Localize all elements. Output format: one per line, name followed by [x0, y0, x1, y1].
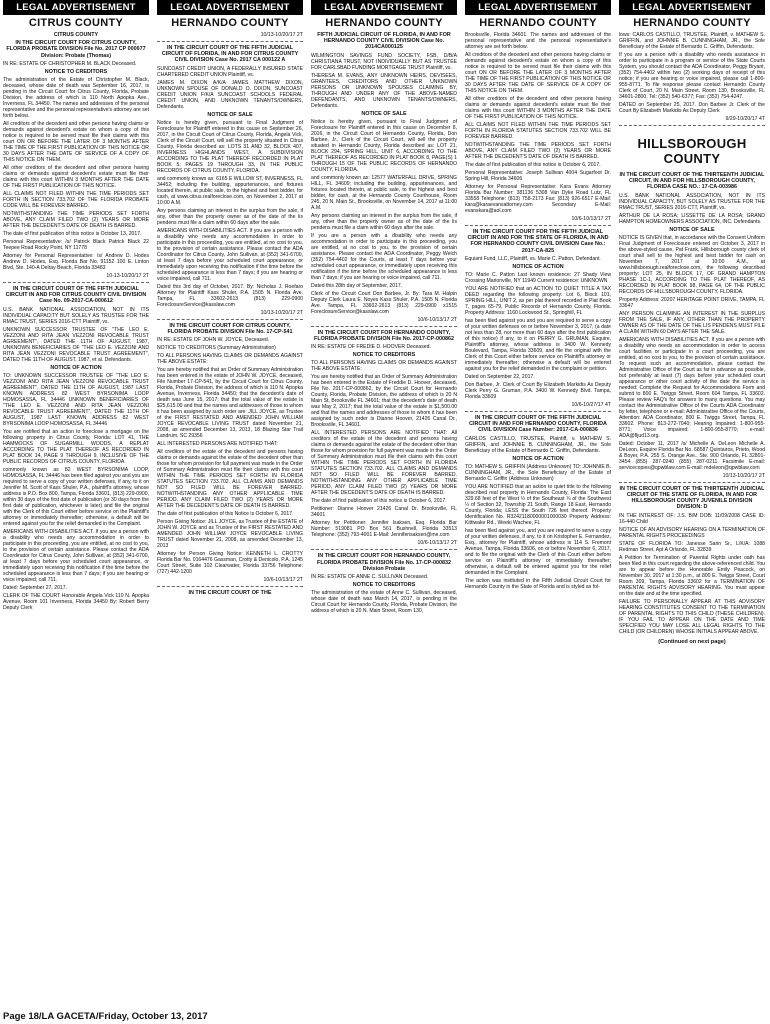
- notice-paragraph: Any persons claiming an interest in the surplus from the sale, if any, other than the property owner as of the date of the lis pendens must file a claim within 60 days after the sale.: [311, 212, 457, 231]
- notice-paragraph: You are hereby notified that an Order of Summary Administration has been entered in the Estate of Freddie D. Hoover, deceased, File No. 2017-CP-000862, by the Circuit Court for Hernando County, Florida, Probate Division, the address of which is 20 N Main St, Brooksville FL 34601; that the decedent's date of death was May 2, 2017; that the total value of the estate is $1,500.00 and that the names and addresses of those to whom it has been assigned by such order is Dianne Hoover, 21426 Canal Dr., Brooksville, FL 34601.: [311, 374, 457, 429]
- divider: [157, 586, 303, 587]
- continued-note: (Continued on next page): [658, 638, 726, 645]
- notice-paragraph: Attorney for Person Giving Notice: KENNETH L. CROTTY Florida Bar No. 0164476 Gassman, Crotty & Denicolo, P.A. 1245 Court Street, Suite 102 Clearwater, Florida 33756 Telephone: (727) 442-1200: [157, 551, 303, 576]
- column-body: [3, 17, 149, 611]
- notice-heading: CITRUS COUNTY: [53, 32, 99, 38]
- notice-paragraph: Clerk of the Circuit Court Don Barbee, Jr. By: Tara M. Halpin Deputy Clerk Laura E. Noyes Kass Shuler, P.A. 1505 N. Florida Ave. Tampa, FL 33602-2613 (813) 229-0900 x1515 ForeclosureService@kasslaw.com: [311, 290, 457, 315]
- notice-paragraph: and commonly known as: 6165 E WILLOW ST, INVERNESS, FL 34452; including the building, appurtenances, and fixtures located therein, at public sale, to the highest and best bidder, for cash, at www.citrus.realforeclose.com, on November 2, 2017 at 10:00 A.M.: [157, 175, 303, 206]
- notice-paragraph: commonly known as 82 WEST BYRSONIMA LOOP, HOMOSASSA, FL 34446 has been filed against you and you are required to serve a copy of your written defenses, if any, to it on Jennifer M. Scott of Kass Shuler, P.A., plaintiff's attorney, whose address is P.O. Box 800, Tampa, Florida 33601, (813) 229-0900, within 30 days of the first date of publication (or 30 days from the first date of publication, whichever is later) and file the original with the Clerk of this Court either before service on the Plaintiff's attorney or immediately thereafter; otherwise, a default will be entered against you for the relief demanded in the Complaint.: [3, 466, 149, 527]
- divider: [619, 482, 765, 483]
- notice-paragraph: The date of first publication of this notice is October 6, 2017.: [465, 162, 601, 168]
- notice-paragraph: Personal Representative: /s/ Patrick Black Patrick Black 22 Teepee Road Rocky Point, NY 11778: [3, 239, 149, 252]
- notice-heading: NOTICE OF SALE: [207, 111, 253, 118]
- notice-paragraph: ALL INTERESTED PERSONS ARE NOTIFIED THAT: All creditors of the estate of the decedent and persons having claims or demands against the estate of the decedent other than those for whom provision for full payment was made in the Order of Summary Administration must file their claims with this court WITHIN THE TIME PERIODS SET FORTH IN FLORIDA STATUTES SECTION 733.702. ALL CLAIMS AND DEMANDS NOT SO FILED WILL BE FOREVER BARRED. NOTWITHSTANDING ANY OTHER APPLICABLE TIME PERIOD, ANY CLAIM FILED TWO (2) YEARS OR MORE AFTER THE DECEDENT'S DATE OF DEATH IS BARRED.: [311, 430, 457, 497]
- notice-paragraph: IN THE INTEREST OF: J.S. B/M DOB: 11/09/2008 CASE ID: 16-440 Child: [619, 512, 765, 525]
- notice-heading: IN THE CIRCUIT COURT OF THE: [188, 590, 272, 597]
- notice-paragraph: Dated: October 11, 2017 /s/ Michelle A. DeLeon Michelle A. DeLeon, Esquire Florida Bar No. 68587 Quintairos, Prieto, Wood & Boyer, P.A. 255 S. Orange Ave., Ste. 900 Orlando, FL 32801-3454 (855) 287-0240 (855) 287-0211 Facsimile E-mail: servicecopies@qpwblaw.com E-mail: mdeleon@qpwblaw.com: [619, 440, 765, 471]
- legal-advertisement-header: LEGAL ADVERTISEMENT: [311, 0, 457, 15]
- notice-paragraph: NOTWITHSTANDING THE TIME PERIODS SET FORTH ABOVE, ANY CLAIM FILED TWO (2) YEARS OR MORE AFTER THE DECEDENT'S DATE OF DEATH IS BARRED.: [3, 211, 149, 230]
- divider: [157, 319, 303, 320]
- notice-paragraph: Dated on September 22, 2017.: [465, 374, 535, 381]
- publication-run: 10/13-10/20/17 2T: [722, 472, 765, 479]
- notice-paragraph: AMERICANS WITH DISABILITIES ACT. If you are a person with a disability who needs any accommodation in order to participate in this proceeding, you are entitled, at no cost to you, to the provision of certain assistance. Please contact the ADA Coordinator for Citrus County, John Sullivan, at (352) 341-6700, at least 7 days before your scheduled court appearance, or immediately upon receiving this notification if the time before the scheduled appearance is less than 7 days; if you are hearing or voice impaired, call 711.: [157, 227, 303, 282]
- notice-paragraph: NOTICE OF AN ADVISORY HEARING ON A TERMINATION OF PARENTAL RIGHTS PROCEEDINGS: [619, 526, 765, 539]
- court-caption: IN THE CIRCUIT COURT FOR CITRUS COUNTY, FLORIDA PROBATE DIVISION File No. 17-CP-541: [167, 322, 293, 336]
- notice-paragraph: ALL CLAIMS NOT FILED WITHIN THE TIME PERIODS SET FORTH IN FLORIDA STATUTES SECTION 733.702 WILL BE FOREVER BARRED.: [465, 122, 611, 140]
- notice-paragraph: YOU ARE NOTIFIED that an action to quiet title to the following described real property in Hernando County, Florida: The East 329.68 feet of the West ½ of the Southeast ¼ of the Southwest ¼ of Section 32, Township 21 South, Range 18 East, Hernando County, Florida; LESS the South 726 feet thereof. Property Identification No. R32421180000001000030 Property Address: Kittiwake Rd., Weeki Wachee, FL: [465, 483, 611, 526]
- publication-run: 10-13-10/20/17 2T: [106, 273, 149, 280]
- county-heading: HERNANDO COUNTY: [171, 17, 289, 29]
- court-caption: IN THE CIRCUIT COURT OF THE THIRTEENTH JUDICIAL CIRCUIT OF THE STATE OF FLORIDA, IN AND FOR HILLSBOROUGH COUNTY JUVENILE DIVISION DIVISION: D: [619, 485, 765, 511]
- notice-paragraph: You are notified that an action to foreclose a mortgage on the following property in Citrus County, Florida: LOT 41, THE HAMMOCKS OF SUGARMILL WOODS, A REPLAT ACCORDING TO THE PLAT THEREOF AS RECORDED IN PLAT BOOK 14, PAGE 9 THROUGH 9, INCLUSIVE OF THE PUBLIC RECORDS OF CITRUS COUNTY, FLORIDA.: [3, 428, 149, 465]
- publication-run: 10/6-10/13/17 2T: [417, 540, 457, 547]
- legal-advertisement-header: LEGAL ADVERTISEMENT: [157, 0, 303, 15]
- notice-paragraph: All creditors of the decedent and other persons having claims or demands against decedent's estate on whom a copy of this notice is required to be served must file their claims with this court ON OR BEFORE THE LATER OF 3 MONTHS AFTER THE TIME OF THE FIRST PUBLICATION OF THIS NOTICE OR 30 DAYS AFTER THE DATE OF SERVICE OF A COPY OF THIS NOTICE ON THEM.: [465, 52, 611, 94]
- column-3: [311, 0, 457, 1010]
- notice-heading: NOTICE OF ACTION: [512, 263, 564, 270]
- divider: [465, 411, 611, 412]
- notice-paragraph: TO: UNKNOWN SUCCESSOR TRUSTEE OF "THE LEO E. VEZZONI AND RITA JEAN VEZZONI REVOCABLE TRUST AGREEMENT", DATED THE 11TH OF AUGUST, 1987 LAST KNOWN ADDRESS 82 WEST BYRSONIMA LOOP HOMOSASSA, FL 34446 UNKNOWN BENEFICIARIES OF "THE LEO E. VEZZONI AND RITA JEAN VEZZONI REVOCABLE TRUST AGREEMENT", DATED THE 11TH OF AUGUST, 1987 LAST KNOWN ADDRESS 82 WEST BYRSONIMA LOOP HOMOSASSA, FL 34446: [3, 372, 149, 427]
- notice-paragraph: Attorney for Personal Representative: Kara Evans Attorney Florida Bar Number: 381136 5308 Van Dyke Road Lutz, FL 33558 Telephone: (813) 758-2173 Fax: (813) 926-6517 E-Mail: kara@karaevansattorney.com Secondary E-Mail: evanskara@aol.com: [465, 184, 611, 214]
- divider: [619, 125, 765, 126]
- notice-paragraph: IN RE: ESTATE OF JOHN W. JOYCE, Deceased.: [157, 337, 270, 344]
- notice-paragraph: All other creditors of the decedent and other persons having claims or demands against decedent's estate must file their claims with this court WITHIN 3 MONTHS AFTER THE DATE OF THE FIRST PUBLICATION OF THIS NOTICE.: [3, 165, 149, 190]
- publication-run: 10/6-10/13/17 2T: [263, 577, 303, 584]
- notice-paragraph: IN RE: ESTATE OF ANNE C. SULLIVAN Deceased.: [311, 574, 429, 581]
- divider: [465, 225, 611, 226]
- notice-paragraph: Dated: September 27, 2017.: [3, 584, 67, 591]
- notice-heading: NOTICE OF SALE: [361, 110, 407, 117]
- county-heading: HILLSBOROUGH COUNTY: [637, 136, 747, 166]
- notice-paragraph: Equiant Fund, LLC, Plaintiff, vs. Marie C. Patton, Defendant.: [465, 255, 601, 262]
- notice-paragraph: U.S. BANK NATIONAL ASSOCIATION, NOT IN ITS INDIVIDUAL CAPACITY BUT SOLELY AS TRUSTEE FOR THE RMAC TRUST, SERIES 2016-CTT Plaintiff, vs.: [3, 306, 149, 325]
- notice-paragraph: All creditors of the estate of the decedent and persons having claims or demands against the estate of the decedent other than those for whom provision for full payment was made in the Order of Summary Administration must file their claims with this court WITHIN THE TIME PERIODS SET FORTH IN FLORIDA STATUTES SECTION 733.702. ALL CLAIMS AND DEMANDS NOT SO FILED WILL BE FOREVER BARRED. NOTWITHSTANDING ANY OTHER APPLICABLE TIME PERIOD, ANY CLAIM FILED TWO (2) YEARS OR MORE AFTER THE DECEDENT'S DATE OF DEATH IS BARRED.: [157, 449, 303, 510]
- notice-heading: NOTICE TO CREDITORS: [352, 582, 416, 589]
- notice-paragraph: TO ALL PERSONS HAVING CLAIMS OR DEMANDS AGAINST THE ABOVE ESTATE:: [311, 360, 457, 373]
- notice-paragraph: ALL INTERESTED PERSONS ARE NOTIFIED THAT:: [157, 441, 278, 448]
- notice-paragraph: and commonly known as: 12577 WATERFALL DRIVE, SPRING HILL, FL 34609; including the building, appurtenances, and fixtures located therein, at public sale, to the highest and best bidder, for cash, at the Hernando County Courthouse, Room 245, 20 N. Main St., Brooksville, on November 14, 2017 at 11:00 A.M.: [311, 174, 457, 211]
- notice-paragraph: NOTWITHSTANDING THE TIME PERIODS SET FORTH ABOVE, ANY CLAIM FILED TWO (2) YEARS OR MORE AFTER THE DECEDENT'S DATE OF DEATH IS BARRED.: [465, 142, 611, 160]
- notice-paragraph: has been filed against you and you are required to serve a copy of your written defenses on or before November 3, 2017, (a date not less than 28, nor more than 60 days after the first publication of this notice) if any, to it on PERRY G. GRUMAN, Esquire, Plaintiff's attorney, whose address is 3400 W. Kennedy Boulevard, Tampa, Florida 33609, and file the original with the Clerk of this Court either before service on Plaintiff's attorney or immediately thereafter; otherwise a default will be entered against you for the relief demanded in the complaint or petition.: [465, 318, 611, 373]
- notice-heading: NOTICE TO CREDITORS: [44, 68, 108, 75]
- publication-run: 10/13-10/20/17 2T: [260, 309, 303, 316]
- notice-paragraph: All other creditors of the decedent and other persons having claims or demands against decedent's estate must file their claims with this court WITHIN 3 MONTHS AFTER THE DATE OF THE FIRST PUBLICATION OF THIS NOTICE.: [465, 96, 611, 120]
- court-caption: IN THE CIRCUIT COURT FOR HERNANDO COUNTY, FLORIDA PROBATE DIVISION File No. 2017-CP-000862: [314, 329, 454, 343]
- notice-paragraph: Don Barbee, Jr. Clerk of Court By Elizabeth Markidis As Deputy Clerk Perry G. Gruman, P.A. 3400 W. Kennedy Blvd. Tampa, Florida 33609: [465, 382, 611, 401]
- divider: [157, 41, 303, 42]
- notice-paragraph: NOTICE IS GIVEN that, in accordance with the Consent Uniform Final Judgment of Foreclosure entered on October 3, 2017 in the above-styled cause, Pat Frank, Hillsborough county clerk of court shall sell to the highest and best bidder for cash on November 7, 2017 at 10:00 A.M., at www.hillsborough.realforeclose.com, the following described property: LOT 25, IN BLOCK 17, OF GRAND HAMPTON PHASE 1C-1, ACCORDING TO THE PLAT THEREOF, AS RECORDED IN PLAT BOOK 98, PAGE 64, OF THE PUBLIC RECORDS OF HILLSBOROUGH COUNTY, FLORIDA.: [619, 234, 765, 295]
- publication-run: 10/13-10/20/17 2T: [260, 32, 303, 38]
- page-footer: Page 18/LA GACETA/Friday, October 13, 2017: [3, 1011, 208, 1022]
- notice-paragraph: A Petition for Termination of Parental Rights under oath has been filed in this court regarding the above-referenced child. You are to appear before the Honorable Emily Peacock, on November 30, 2017 at 1:30 p.m., at 800 E. Twiggs Street, Court Room 309, Tampa, Florida 33602 for a TERMINATION OF PARENTAL RIGHTS ADVISORY HEARING. You must appear on the date and at the time specified.: [619, 554, 765, 597]
- column-4: [465, 0, 611, 1010]
- notice-paragraph: Property Address: 20207 HERITAGE POINT DRIVE, TAMPA, FL 33647: [619, 296, 765, 309]
- notice-paragraph: If you are a person with a disability who needs any accommodation in order to participate in this proceeding, you are entitled, at no cost to you, to the provision of certain assistance. Please contact the ADA Coordinator, Peggy Welch (352) 754-4402 for the Courts, at least 7 days before your scheduled court appearance, or immediately upon receiving this notification if the time before the scheduled appearance is less than 7 days; if you are hearing or voice impaired, call 711.: [311, 232, 457, 281]
- court-caption: IN THE CIRCUIT COURT OF THE FIFTH JUDICIAL CIRCUIT IN AND FOR CITRUS COUNTY CIVIL DIVISION Case No. 09-2017-CA-000612: [5, 286, 147, 305]
- notice-paragraph: Any persons claiming an interest in the surplus from the sale, if any, other than the property owner as of the date of the lis pendens must file a claim within 60 days after the sale.: [157, 207, 303, 226]
- legal-advertisement-header: LEGAL ADVERTISEMENT: [465, 0, 611, 15]
- county-heading: CITRUS COUNTY: [28, 17, 124, 29]
- notice-paragraph: has been filed against you, and you are required to serve a copy of your written defenses, if any, to it on Kristopher E. Fernandez, Esq., attorney for Plaintiff, whose address is 114 S. Fremont Avenue, Tampa, Florida 33606, on or before November 6, 2017, and to file the original with the Clerk of this Court either before service on Plaintiff's attorney or immediately thereafter; otherwise, a default will be entered against you for the relief demanded in the Complaint.: [465, 527, 611, 576]
- court-caption: IN THE CIRCUIT COURT FOR CITRUS COUNTY, FLORIDA PROBATE DIVISION File No. 2017 CP 000677 Division: Probate (Thomas): [6, 40, 146, 59]
- court-caption: FIFTH JUDICIAL CIRCUIT OF FLORIDA, IN AND FOR HERNANDO COUNTY CIVIL DIVISION Case No. 2014CA000125: [317, 32, 451, 51]
- court-caption: IN THE CIRCUIT COURT OF THE FIFTH JUDICIAL CIRCUIT OF FLORIDA, IN AND FOR CITRUS COUNTY CIVIL DIVISION Case No. 2017 CA 000122 A: [161, 45, 299, 64]
- notice-paragraph: Personal Representative: Joseph Sullivan 4004 Sugarfoot Dr. Spring Hill, Florida 34606: [465, 170, 611, 182]
- column-body: [465, 17, 611, 590]
- notice-paragraph: The action was instituted in the Fifth Judicial Circuit Court for Hernando County in the State of Florida and is styled as fol-: [465, 577, 611, 590]
- county-heading: HERNANDO COUNTY: [479, 17, 597, 29]
- notice-paragraph: YOU ARE NOTIFIED that an ACTION TO QUIET TITLE A TAX DEED regarding the following property: Lot 6, Block 101, SPRING HILL, UNIT 2, as per plat thereof recorded in Plat Book 7, pages 65-79, Public Records of Hernando County, Florida. Property Address: 1160 Lockwood St., Springhill, FL: [465, 286, 611, 317]
- legal-advertisement-header: LEGAL ADVERTISEMENT: [3, 0, 149, 15]
- notice-paragraph: FAILURE TO PERSONALLY APPEAR AT THIS ADVISORY HEARING CONSTITUTES CONSENT TO THE TERMINATION OF PARENTAL RIGHTS TO THIS CHILD (THESE CHILDREN). IF YOU FAIL TO APPEAR ON THE DATE AND TIME SPECIFIED YOU MAY LOSE ALL LEGAL RIGHTS TO THE CHILD (OR CHILDREN) WHOSE INITIALS APPEAR ABOVE.: [619, 598, 765, 635]
- notice-paragraph: WILMINGTON SAVINGS FUND SOCIETY, FSB, D/B/A CHRISTIANA TRUST, NOT INDIVIDUALLY BUT AS TRUSTEE FOR CARLSBAD FUNDING MORTGAGE TRUST Plaintiff, vs.: [311, 52, 457, 71]
- notice-paragraph: NOTICE TO CREDITORS (Summary Administration): [157, 345, 276, 352]
- notice-paragraph: DATED on September 25, 2017. Don Barbee Jr. Clerk of the Court By Elizabeth Markidis As Deputy Clerk: [619, 102, 765, 114]
- notice-paragraph: ARTHUR DE LA ROSA; LISSETTE DE LA ROSA; GRAND HAMPTON HOMEOWNERS ASSOCIATION, INC. Defendants.: [619, 212, 765, 225]
- notice-paragraph: Dated this 3rd day of October, 2017. By: Nicholas J. Roefaro Attorney for Plaintiff Kass Shuler, P.A. 1505 N. Florida Ave. Tampa, FL 33602-2613 (813) 229-0900 ForeclosureService@kasslaw.com: [157, 283, 303, 308]
- notice-heading: NOTICE OF ACTION: [512, 455, 564, 462]
- notice-paragraph: The date of first publication of this notice is October 13, 2017.: [3, 231, 142, 238]
- court-caption: IN THE CIRCUIT COURT OF THE THIRTEENTH JUDICIAL CIRCUIT, IN AND FOR HILLSBOROUGH COUNTY, FLORIDA CASE NO.: 17-CA-003986: [619, 172, 765, 191]
- court-caption: IN THE CIRCUIT COURT FOR THE FIFTH JUDICIAL CIRCUIT IN AND FOR THE STATE OF FLORIDA, IN AND FOR HERNANDO COUNTY CIVIL DIVISION Case No.: 2017-CA-825: [467, 229, 609, 254]
- column-body: [311, 17, 457, 614]
- legal-advertisement-header: LEGAL ADVERTISEMENT: [619, 0, 765, 15]
- notice-heading: NOTICE OF ACTION: [50, 364, 102, 371]
- column-1: [3, 0, 149, 1010]
- notice-heading: NOTICE TO CREDITORS: [352, 352, 416, 359]
- notice-paragraph: Petitioner: Dianne Hoover 21426 Canal Dr. Brooksville, FL 34601: [311, 506, 457, 519]
- notice-paragraph: The date of first publication of this notice is October 6, 2017.: [311, 498, 447, 505]
- notice-paragraph: TO: Marie C. Patton Last known residence: 27 Shady View Crossing Marionville, NY 11949 Current residence: UNKNOWN: [465, 272, 611, 285]
- publication-run: 10/6-10/13/17 2T: [571, 216, 611, 222]
- county-heading: HERNANDO COUNTY: [633, 17, 751, 29]
- notice-paragraph: Attorney for Personal Representative: /s/ Andrew D. Hodes Andrew D. Hodes, Esq. Florida Bar No. 91152 100 E. Linton Blvd, Ste. 140-A Delray Beach, Florida 33483: [3, 253, 149, 272]
- notice-paragraph: THERESA M. EVANS, ANY UNKNOWN HEIRS, DEVISEES, GRANTEES, CREDITORS AND OTHER UNKNOWN PERSONS OR UNKNOWN SPOUSES CLAIMING BY, THROUGH AND UNDER ANY OF THE ABOVE-NAMED DEFENDANTS, AND UNKNOWN TENANTS/OWNERS, Defendants.: [311, 72, 457, 109]
- notice-paragraph: TO ALL PERSONS HAVING CLAIMS OR DEMANDS AGAINST THE ABOVE ESTATE:: [157, 353, 303, 366]
- notice-paragraph: JAMES M. DIXON A/K/A JAMES MATTHEW DIXON, UNKNOWN SPOUSE OF DONALD O. DIXON, SUNCOAST CREDIT UNION F/K/A SUNCOAST SCHOOLS FEDERAL CREDIT UNION, AND UNKNOWN TENANTS/OWNERS, Defendants.: [157, 79, 303, 110]
- notice-paragraph: The administration of the Estate of Christopher M. Black, deceased, whose date of death was September 16, 2017, is pending in the Circuit Court for Citrus County, Florida, Probate Division, the address of which is 110 North Apopka Ave., Inverness, FL 34450. The names and addresses of the personal representative and the personal representative's attorney are set forth below.: [3, 77, 149, 120]
- court-caption: IN THE CIRCUIT COURT FOR HERNANDO COUNTY, FLORIDA PROBATE DIVISION File No. 17-CP-000832 Division Probate: [317, 553, 451, 572]
- notice-paragraph: STATE OF FLORIDA TO: Janesse Sarin Sr., L/K/A: 1088 Redman Street, Apt A Orlando, FL 32839: [619, 540, 765, 553]
- column-body: [157, 17, 303, 596]
- notice-paragraph: Dated this 28th day of September, 2017.: [311, 282, 403, 289]
- column-body: [619, 17, 765, 645]
- notice-paragraph: ANY PERSON CLAIMING AN INTEREST IN THE SURPLUS FROM THE SALE, IF ANY, OTHER THAN THE PROPERTY OWNER AS OF THE DATE OF THE LIS PENDENS MUST FILE A CLAIM WITHIN 60 DAYS AFTER THE SALE.: [619, 310, 765, 335]
- notice-paragraph: U.S. BANK NATIONAL ASSOCIATION, NOT IN ITS INDIVIDUAL CAPACITY, BUT SOLELY AS TRUSTEE FOR THE RMAC TRUST, SERIES 2016-CTT, Plaintiff, vs.: [619, 192, 765, 211]
- notice-paragraph: The administration of the estate of Anne C. Sullivan, deceased, whose date of death was March 14, 2017, is pending in the Circuit Court for Hernando County, Florida, Probate Division, the address of which is 20 N. Main Street, Room 130,: [311, 590, 457, 615]
- notice-heading: NOTICE OF SALE: [669, 226, 715, 233]
- divider: [311, 549, 457, 550]
- notice-paragraph: Notice is hereby given, pursuant to Final Judgment of Foreclosure for Plaintiff entered in this cause on December 8, 2016, in the Circuit Court of Hernando County, Florida, Don Barbee, Jr., Clerk of the Circuit Court, will sell the property situated in Hernando County, Florida described as: LOT 21, BLOCK 294, SPRING HILL, UNIT 6, ACCORDING TO THE PLAT THEREOF AS RECORDED IN PLAT BOOK 8, PAGE(S) 1 THROUGH 15 OF THE PUBLIC RECORDS OF HERNANDO COUNTY, FLORIDA.: [311, 118, 457, 173]
- notice-paragraph: UNKNOWN SUCCESSOR TRUSTEE OF "THE LEO E. VEZZONI AND RITA JEAN VEZZONI REVOCABLE TRUST AGREEMENT", DATED THE 11TH OF AUGUST, 1987, UNKNOWN BENEFICIARIES OF "THE LEO E. VEZZONI AND RITA JEAN VEZZONI REVOCABLE TRUST AGREEMENT", DATED THE 11TH OF AUGUST, 1987, et al. Defendants.: [3, 326, 149, 363]
- notice-paragraph: SUNCOAST CREDIT UNION, A FEDERALLY INSURED STATE CHARTERED CREDIT UNION Plaintiff, vs.: [157, 65, 303, 78]
- column-2: [157, 0, 303, 1010]
- publication-run: 10/6-10/27/17 4T: [571, 402, 611, 409]
- publication-run: 9/29-10/20/17 4T: [725, 116, 765, 122]
- county-heading: HERNANDO COUNTY: [325, 17, 443, 29]
- column-5: [619, 0, 765, 1010]
- notice-paragraph: Notice is hereby given, pursuant to Final Judgment of Foreclosure for Plaintiff entered in this cause on September 26, 2017, in the Circuit Court of Citrus County, Florida, Angela Vick, Clerk of the Circuit Court, will sell the property situated in Citrus County, Florida described as: LOTS 31 AND 32, BLOCK 407, INVERNESS HIGHLANDS WEST, A SUBDIVISION ACCORDING TO THE PLAT THEREOF RECORDED IN PLAT BOOK 5, PAGES 19 THROUGH 33, IN THE PUBLIC RECORDS OF CITRUS COUNTY, FLORIDA.: [157, 119, 303, 174]
- notice-paragraph: lows: CARLOS CASTILLO, TRUSTEE, Plaintiff, v. MATHEW S. GRIFFIN, and JOHNNIE B. CUNNINGHAM, JR., the Sole Beneficiary of the Estate of Bernardo C. Griffin, Defendants.: [619, 32, 765, 50]
- court-caption: IN THE CIRCUIT COURT OF THE FIFTH JUDICIAL CIRCUIT IN AND FOR HERNANDO COUNTY, FLORIDA CIVIL DIVISION Case Number: 2017-CA-000836: [469, 415, 607, 434]
- notice-paragraph: AMERICANS WITH DISABILITIES ACT. If you are a person with a disability who needs any accommodation in order to participate in this proceeding, you are entitled, at no cost to you, to the provision of certain assistance. Please contact the ADA Coordinator for Citrus County, John Sullivan, at (352) 341-6700, at least 7 days before your scheduled court appearance, or immediately upon receiving this notification if the time before the scheduled appearance is less than 7 days; if you are hearing or voice impaired, call 711.: [3, 528, 149, 583]
- notice-paragraph: Attorney for Petitioner: Jennifer Isaksen, Esq. Florida Bar Number: 519081 PO Box 561 Bushnell, Florida 33513 Telephone: (352) 793-4001 E-Mail: Jenniferisaksen@me.com: [311, 520, 457, 539]
- notice-paragraph: The date of first publication of this Notice is October 6, 2017.: [157, 511, 294, 518]
- notice-paragraph: All creditors of the decedent and other persons having claims or demands against decedent's estate on whom a copy of this notice is required to be served must file their claims with this court ON OR BEFORE THE LATER OF 3 MONTHS AFTER THE TIME OF THE FIRST PUBLICATION OF THIS NOTICE OR 30 DAYS AFTER THE DATE OF SERVICE OF A COPY OF THIS NOTICE ON THEM.: [3, 121, 149, 164]
- notice-paragraph: TO: MATHEW S. GRIFFIN (Address Unknown) TO: JOHNNIE B. CUNNINGHAM, JR., the Sole Beneficiary of the Estate of Bernardo C. Griffin (Address Unknown): [465, 463, 611, 482]
- notice-paragraph: CLERK OF THE COURT Honorable Angela Vick 110 N. Apopka Avenue, Room 101 Inverness, Florida 34450 By: Robert Berry Deputy Clerk: [3, 592, 149, 611]
- divider: [311, 326, 457, 327]
- divider: [3, 282, 149, 283]
- notice-paragraph: CARLOS CASTILLO, TRUSTEE, Plaintiff, v. MATHEW S. GRIFFIN, and JOHNNIE B. CUNNINGHAM, JR., the Sole Beneficiary of the Estate of Bernardo C. Griffin, Defendants.: [465, 435, 611, 454]
- notice-paragraph: Person Giving Notice: JILL JOYCE, as Trustee of the ESTATE of JOHN W. JOYCE and as Trustee of the FIRST RESTATED AND AMENDED JOHN WILLIAM JOYCE REVOCABLE LIVING TRUST dated November 21, 2008, as amended December 13, 2013: [157, 519, 303, 550]
- notice-paragraph: IN RE: ESTATE OF FREDIE D. HOOVER Deceased.: [311, 344, 431, 351]
- notice-paragraph: ALL CLAIMS NOT FILED WITHIN THE TIME PERIODS SET FORTH IN SECTION 733.702 OF THE FLORIDA PROBATE CODE WILL BE FOREVER BARRED.: [3, 191, 149, 210]
- notice-paragraph: You are hereby notified that an Order of Summary Administration has been entered in the estate of JOHN W. JOYCE, deceased, File Number 17-CP-541, by the Circuit Court for Citrus County, Florida, Probate Division, the address of which is 110 N. Apopka Avenue, Inverness, Florida 34450; that the decedent's date of death was June 15, 2017; that the total value of the estate is $25,615.00 and that the names and addresses of those to whom it has been assigned by such order are: JILL JOYCE, as Trustee of the FIRST RESTATED AND AMENDED JOHN WILLIAM JOYCE REVOCABLE LIVING TRUST dated November 21, 2008, as amended December 13, 2013, 18 Blazing Star Trail Landrum, SC 29356: [157, 367, 303, 440]
- notice-paragraph: If you are a person with a disability who needs assistance in order to participate in a program or service of the State Courts System, you should contact the ADA Coordinator, Peggy Bryant, (352) 754-4402 within two (2) working days of receipt of this notice; if you are hearing or voice impaired, please call 1-800-955-8771. To file response please contact Hernando County Clerk of Court, 20 N. Main Street, Room 130, Brooksville, FL 34601-2800, Tel: (352) 540-6377; Fax: (352) 754-4247.: [619, 52, 765, 100]
- notice-paragraph: AMERICANS WITH DISABILITIES ACT. If you are a person with a disability who needs an accommodation in order to access court facilities or participate in a court proceeding, you are entitled, at no cost to you, to the provision of certain assistance. To request such an accommodation, please contact the Administrative Office of the Court as far in advance as possible, but preferably at least (7) days before your scheduled court appearance or other court activity of the date the service is needed: Complete the Request for Accommodations Form and submit to 800 E. Twiggs Street, Room 604 Tampa, FL 33602. Please review FAQ's for answers to many questions. You may contact the Administrative Office of the Courts ADA Coordinator by letter, telephone or e-mail: Administrative Office of the Courts, Attention: ADA Coordinator, 800 E. Twiggs Street, Tampa, FL 33602. Phone: 813-272-7040; Hearing Impaired: 1-800-955-8771; Voice impaired: 1-800-955-8770; e-mail: ADA@fljud13.org.: [619, 336, 765, 439]
- notice-paragraph: Brooksville, Florida 34601. The names and addresses of the personal representative and the personal representative's attorney are set forth below.: [465, 32, 611, 50]
- publication-run: 10/6-10/13/17 2T: [417, 316, 457, 323]
- notice-paragraph: IN RE: ESTATE OF CHRISTOPHER M. BLACK Deceased.: [3, 60, 137, 67]
